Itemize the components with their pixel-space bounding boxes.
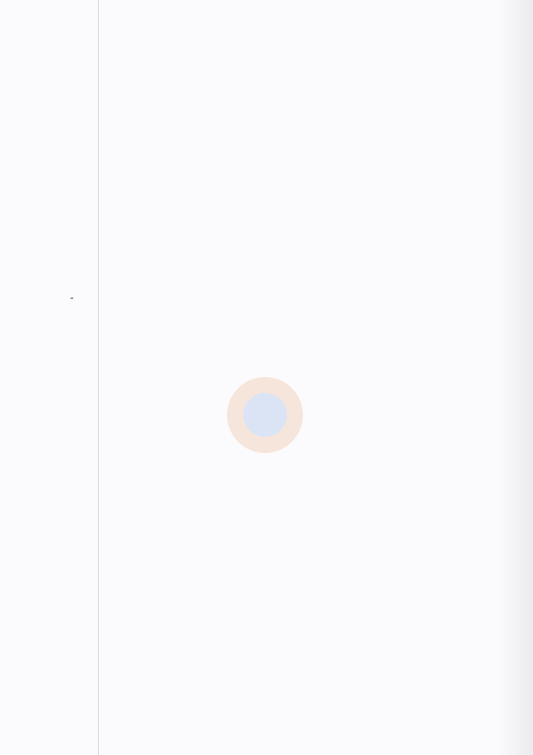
bullet-dash: - bbox=[70, 293, 74, 304]
page-edge-shadow bbox=[497, 0, 533, 755]
watermark-logo bbox=[210, 370, 320, 460]
margin-line bbox=[98, 0, 99, 755]
